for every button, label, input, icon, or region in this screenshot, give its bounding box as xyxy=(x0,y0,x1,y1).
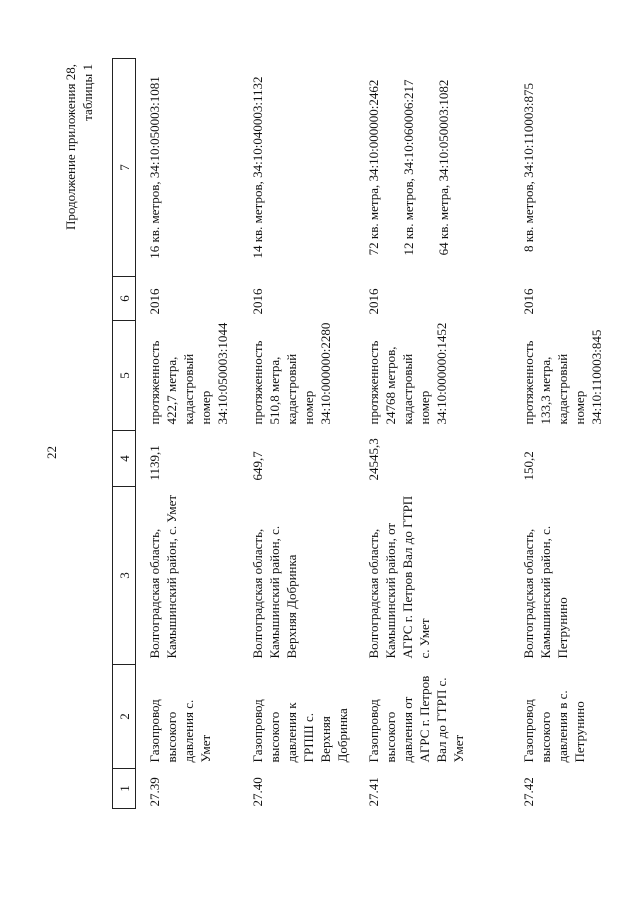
col-header-6: 6 xyxy=(113,277,136,321)
row-number: 27.42 xyxy=(520,777,536,807)
col-header-4: 4 xyxy=(113,431,136,487)
land-info xyxy=(136,59,239,277)
land-plot: 12 кв. метров, 34:10:060006:217 xyxy=(400,79,416,256)
table-row xyxy=(355,59,510,809)
col-header-7: 7 xyxy=(113,59,136,277)
object-name: Газопровод высокого давления с. Умет xyxy=(147,699,213,763)
land-plot: 8 кв. метров, 34:10:110003:875 xyxy=(520,82,536,253)
object-name: Газопровод высокого давления к ГРПШ с. Верхняя Добринка xyxy=(249,699,350,763)
object-value: 1139,1 xyxy=(147,445,162,481)
row-number: 27.39 xyxy=(147,777,162,807)
land-plot: 14 кв. метров, 34:10:040003:1132 xyxy=(249,76,265,259)
data-table xyxy=(112,58,613,809)
land-plot: 16 кв. метров, 34:10:050003:1081 xyxy=(147,76,162,259)
col-header-5: 5 xyxy=(113,321,136,431)
object-characteristics: протяженность 133,3 метра, кадастровый номер 34:10:110003:845 xyxy=(520,329,604,425)
header-row xyxy=(113,59,136,809)
page-number: 22 xyxy=(44,446,59,459)
continuation-note xyxy=(62,64,96,230)
col-header-1: 1 xyxy=(113,769,136,809)
table-row xyxy=(136,59,239,809)
continuation-line-2: таблицы 1 xyxy=(80,64,95,121)
col-header-2: 2 xyxy=(113,665,136,769)
row-number: 27.40 xyxy=(249,777,265,807)
land-info xyxy=(510,59,613,277)
object-value: 649,7 xyxy=(249,451,265,481)
object-year: 2016 xyxy=(147,288,162,315)
object-characteristics: протяженность 422,7 метра, кадастровый номер 34:10:050003:1044 xyxy=(147,322,230,425)
object-characteristics: протяженность 510,8 метра, кадастровый номер 34:10:000000:2280 xyxy=(249,322,333,425)
object-value: 150,2 xyxy=(520,451,536,481)
object-location: Волгоградская область, Камышинский район, с. Верхняя Добринка xyxy=(249,525,299,659)
object-location: Волгоградская область, Камышинский район, от АГРС г. Петров Вал до ГТРП с. Умет xyxy=(365,495,432,659)
land-info xyxy=(239,59,355,277)
object-location: Волгоградская область, Камышинский район, с. Умет xyxy=(147,494,179,659)
object-location: Волгоградская область, Камышинский район, с. Петрунино xyxy=(520,525,570,659)
row-number: 27.41 xyxy=(365,777,381,807)
continuation-line-1: Продолжение приложения 28, xyxy=(63,64,78,231)
land-plot: 72 кв. метра, 34:10:000000:2462 xyxy=(365,79,381,256)
object-year: 2016 xyxy=(520,288,536,315)
land-info xyxy=(355,59,510,277)
table-row xyxy=(239,59,355,809)
object-name: Газопровод высокого давления от АГРС г. Петров Вал до ГТРП с. Умет xyxy=(365,675,466,763)
object-name: Газопровод высокого давления в с. Петрунино xyxy=(520,690,587,763)
table-row xyxy=(510,59,613,809)
col-header-3: 3 xyxy=(113,487,136,665)
land-plot: 64 кв. метра, 34:10:050003:1082 xyxy=(435,79,451,256)
object-value: 24545,3 xyxy=(365,438,381,481)
object-year: 2016 xyxy=(249,288,265,315)
object-year: 2016 xyxy=(365,288,381,315)
object-characteristics: протяженность 24768 метров, кадастровый номер 34:10:000000:1452 xyxy=(365,322,449,425)
